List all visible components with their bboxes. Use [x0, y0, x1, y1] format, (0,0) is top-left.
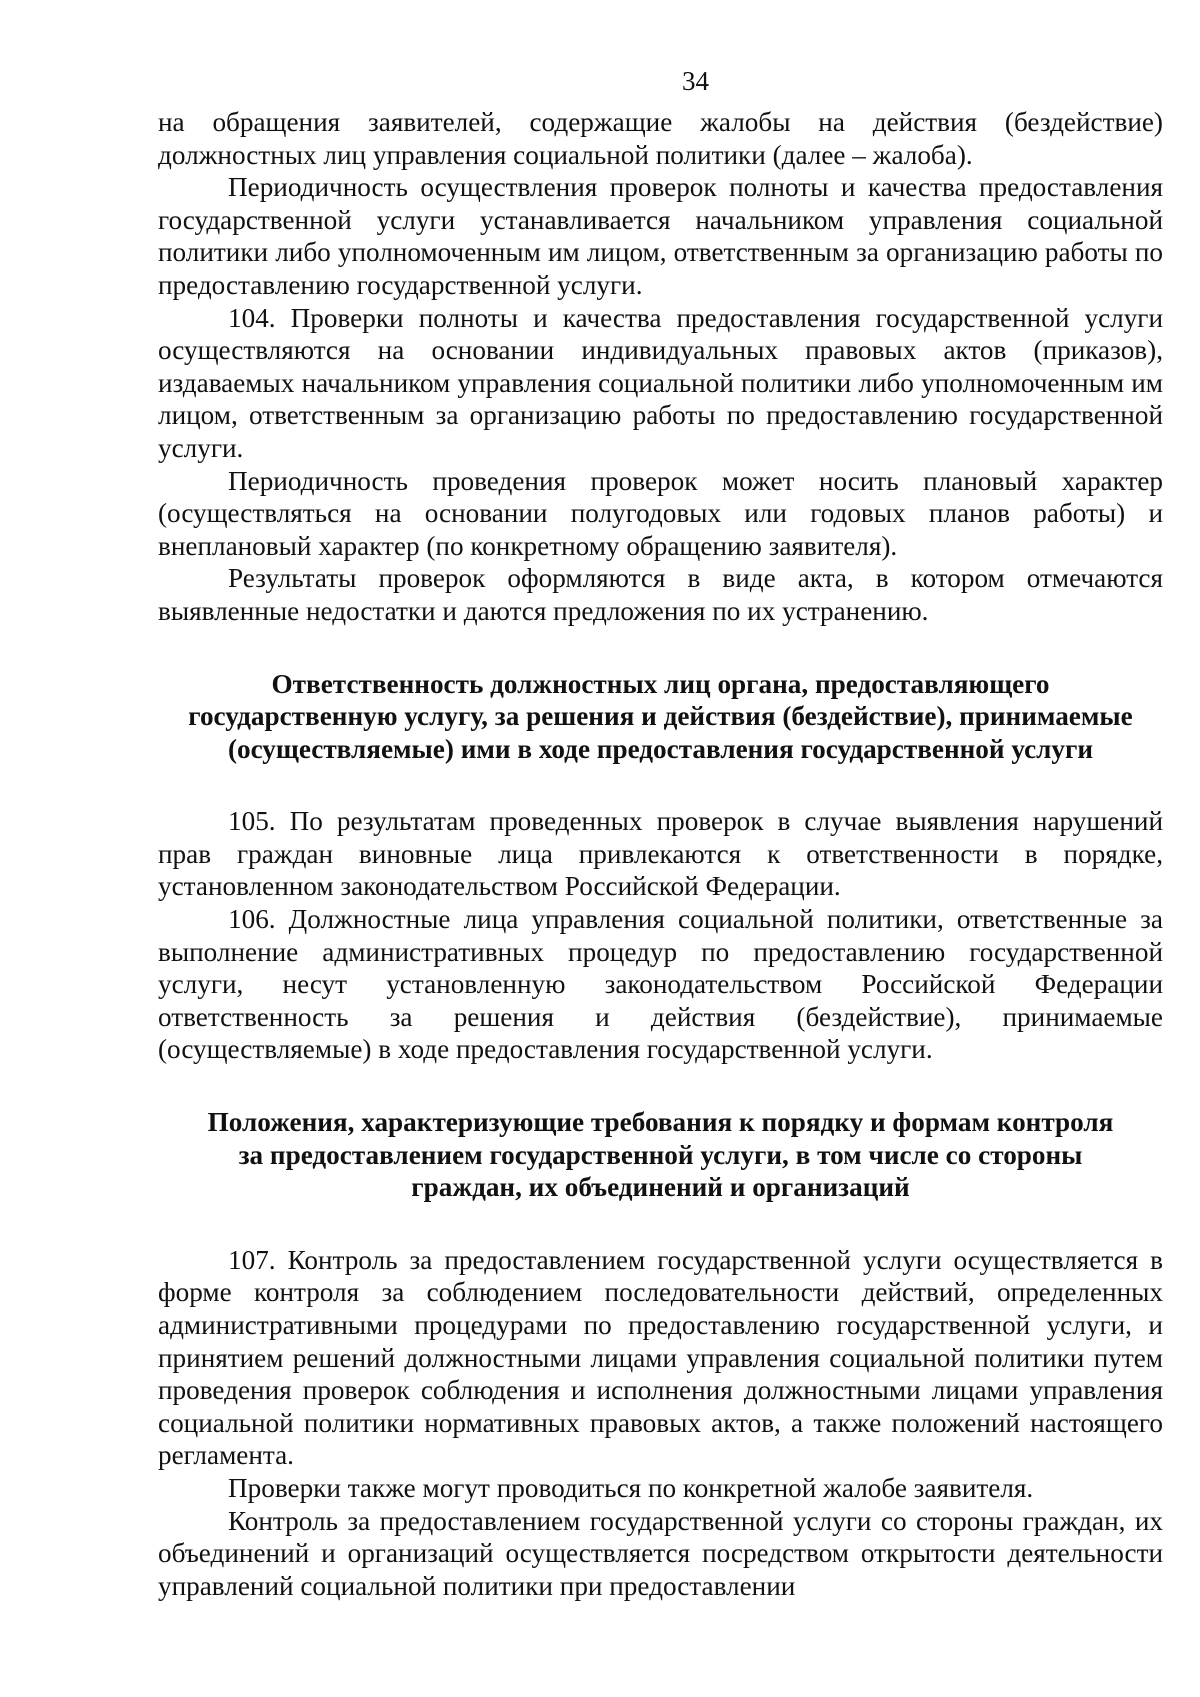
paragraph-inspection-results: Результаты проверок оформляются в виде акта, в котором отмечаются выявленные недостатки и даются предложения по их устранению.	[158, 563, 1163, 626]
paragraph-complaints-intro: на обращения заявителей, содержащие жалобы на действия (бездействие) должностных лиц управления социальной политики (далее – жалоба).	[158, 107, 1163, 170]
section-heading-control-provisions: Положения, характеризующие требования к порядку и формам контроля за предоставлением государственной услуги, в том числе со стороны граждан, их объединений и организаций	[207, 1107, 1114, 1203]
section-heading-responsibility: Ответственность должностных лиц органа, предоставляющего государственную услугу, за решения и действия (бездействие), принимаемые (осуществляемые) ими в ходе предоставления государственной услуги	[188, 668, 1133, 764]
page-number: 34	[682, 66, 709, 96]
paragraph-104: 104. Проверки полноты и качества предоставления государственной услуги осуществляются на основании индивидуальных правовых актов (приказов), издаваемых начальником управления социальной политики либо уполномоченным им лицом, ответственным за организацию работы по предоставлению государственной услуги.	[158, 302, 1163, 463]
paragraph-inspection-frequency: Периодичность осуществления проверок полноты и качества предоставления государственной услуги устанавливается начальником управления социальной политики либо уполномоченным им лицом, ответственным за организацию работы по предоставлению государственной услуги.	[158, 172, 1163, 300]
document-page	[158, 64, 1163, 1602]
paragraph-public-control: Контроль за предоставлением государственной услуги со стороны граждан, их объединений и организаций осуществляется посредством открытости деятельности управлений социальной политики при предоставлении	[158, 1505, 1163, 1601]
paragraph-inspection-schedule: Периодичность проведения проверок может носить плановый характер (осуществляться на основании полугодовых или годовых планов работы) и внеплановый характер (по конкретному обращению заявителя).	[158, 465, 1163, 561]
paragraph-complaint-checks: Проверки также могут проводиться по конкретной жалобе заявителя.	[228, 1472, 1034, 1503]
paragraph-107: 107. Контроль за предоставлением государственной услуги осуществляется в форме контроля за соблюдением последовательности действий, определенных административными процедурами по предоставлению государственной услуги, и принятием решений должностными лицами управления социальной политики путем проведения проверок соблюдения и исполнения должностными лицами управления социальной политики нормативных правовых актов, а также положений настоящего регламента.	[158, 1244, 1163, 1471]
paragraph-106: 106. Должностные лица управления социальной политики, ответственные за выполнение административных процедур по предоставлению государственной услуги, несут установленную законодательством Российской Федерации ответственность за решения и действия (бездействие), принимаемые (осуществляемые) в ходе предоставления государственной услуги.	[158, 904, 1163, 1065]
paragraph-105: 105. По результатам проведенных проверок в случае выявления нарушений прав граждан виновные лица привлекаются к ответственности в порядке, установленном законодательством Российской Федерации.	[158, 806, 1163, 902]
